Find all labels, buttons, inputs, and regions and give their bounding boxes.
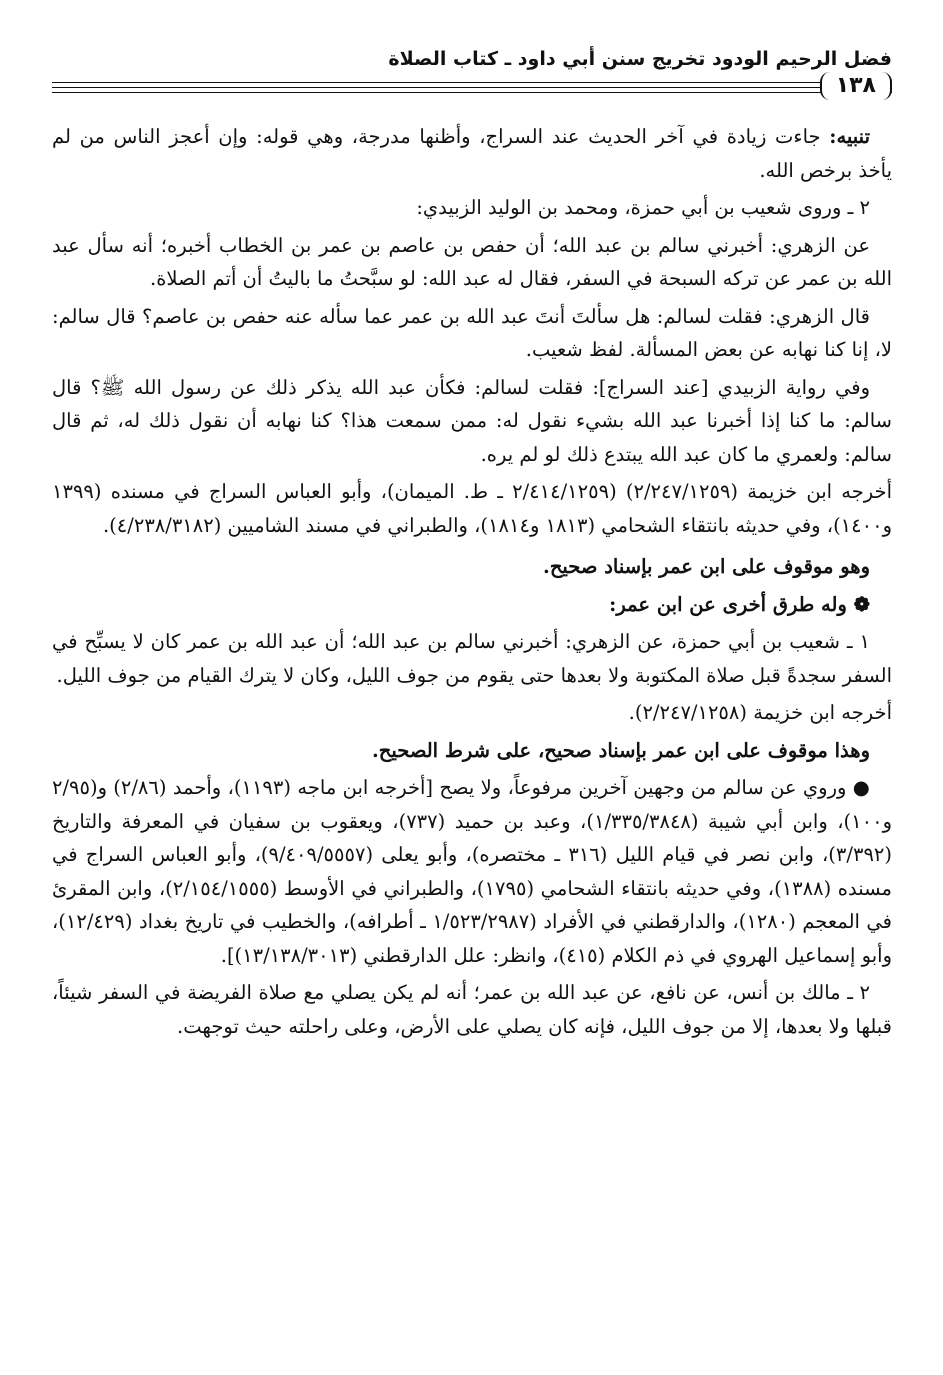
paragraph xyxy=(52,771,892,972)
paragraph-text: أخرجه ابن خزيمة (٢/٢٤٧/١٢٥٩) (٢/٤١٤/١٢٥٩ ـ ط. الميمان)، وأبو العباس السراج في مسنده (١٣٩٩ و١٤٠٠)، وفي حديثه بانتقاء الشحامي (١٨١٣ و١٨١٤)، والطبراني في مسند الشاميين (٤/٢٣٨/٣١٨٢). xyxy=(52,480,892,537)
running-title: فضل الرحيم الودود تخريج سنن أبي داود ـ كتاب الصلاة xyxy=(388,48,892,70)
paragraph-text: قال الزهري: فقلت لسالم: هل سألتَ أنتَ عبد الله بن عمر عما سأله عنه حفص بن عاصم؟ قال سالم: لا، إنا كنا نهابه عن بعض المسألة. لفظ شعيب. xyxy=(52,304,892,361)
paragraph-lead: وهذا موقوف على ابن عمر بإسناد صحيح، على شرط الصحيح. xyxy=(371,738,870,762)
page-number: ١٣٨ xyxy=(820,72,892,100)
running-header xyxy=(52,40,892,76)
paragraph-text: ٢ ـ مالك بن أنس، عن نافع، عن عبد الله بن عمر؛ أنه لم يكن يصلي مع صلاة الفريضة في السفر شيئاً، قبلها ولا بعدها، إلا من جوف الليل، فإنه كان يصلي على الأرض، وعلى راحلته حيث توجهت. xyxy=(52,981,892,1038)
header-rules xyxy=(52,73,892,104)
paragraph xyxy=(52,976,892,1043)
book-page xyxy=(52,40,892,1047)
paragraph xyxy=(52,625,892,692)
paragraph-lead: ❁ وله طرق أخرى عن ابن عمر: xyxy=(609,592,870,616)
paragraph-takhrij xyxy=(52,696,892,730)
paragraph-lead: تنبيه: xyxy=(829,125,870,148)
paragraph-note xyxy=(52,120,892,187)
paragraph-verdict xyxy=(52,550,892,584)
header-rule xyxy=(52,92,892,93)
paragraph-heading xyxy=(52,588,892,622)
paragraph-lead: وهو موقوف على ابن عمر بإسناد صحيح. xyxy=(543,555,870,578)
paragraph-text: ● وروي عن سالم من وجهين آخرين مرفوعاً، ولا يصح [أخرجه ابن ماجه (١١٩٣)، وأحمد (٢/٨٦) و(٢/٩٥ و١٠٠)، وابن أبي شيبة (١/٣٣٥/٣٨٤٨)، وعبد بن حميد (٧٣٧)، ويعقوب بن سفيان في المعرفة والتاريخ (٣/٣٩٢)، وابن نصر في قيام الليل (٣١٦ ـ مختصره)، وأبو يعلى (٩/٤٠٩/٥٥٥٧)، وأبو العباس السراج في مسنده (١٣٨٨)، وفي حديثه بانتقاء الشحامي (١٧٩٥)، والطبراني في الأوسط (٢/١٥٤/١٥٥٥)، وابن المقرئ في المعجم (١٢٨٠)، والدارقطني في الأفراد (١/٥٢٣/٢٩٨٧ ـ أطرافه)، والخطيب في تاريخ بغداد (١٢/٤٢٩)، وأبو إسماعيل الهروي في ذم الكلام (٤١٥)، وانظر: علل الدارقطني (١٣/١٣٨/٣٠١٣)]. xyxy=(52,776,892,967)
paragraph xyxy=(52,229,892,296)
paragraph xyxy=(52,191,892,225)
header-rule xyxy=(52,82,892,83)
paragraph-text: أخرجه ابن خزيمة (٢/٢٤٧/١٢٥٨). xyxy=(628,701,892,724)
header-rule xyxy=(52,87,892,88)
paragraph-text: وفي رواية الزبيدي [عند السراج]: فقلت لسالم: فكأن عبد الله يذكر ذلك عن رسول الله ﷺ؟ قال سالم: ما كنا إذا أخبرنا عبد الله بشيء نقول له: ممن سمعت هذا؟ كنا نهابه أن نقول ذلك له، ثم قال سالم: ولعمري ما كان عبد الله يبتدع ذلك لو لم يره. xyxy=(52,375,892,466)
paragraph-text: عن الزهري: أخبرني سالم بن عبد الله؛ أن حفص بن عاصم بن عمر بن الخطاب أخبره؛ أنه سأل عبد الله بن عمر عن تركه السبحة في السفر، فقال له عبد الله: لو سبَّحتُ ما باليتُ أن أتم الصلاة. xyxy=(52,233,892,290)
paragraph-verdict xyxy=(52,734,892,768)
paragraph-text: ١ ـ شعيب بن أبي حمزة، عن الزهري: أخبرني سالم بن عبد الله؛ أن عبد الله بن عمر كان لا يسبِّح في السفر سجدةً قبل صلاة المكتوبة ولا بعدها حتى يقوم من جوف الليل، وكان لا يترك القيام من جوف الليل. xyxy=(52,630,892,687)
paragraph xyxy=(52,371,892,472)
paragraph-takhrij xyxy=(52,475,892,542)
paragraph xyxy=(52,300,892,367)
page-body xyxy=(52,120,892,1043)
paragraph-text: ٢ ـ وروى شعيب بن أبي حمزة، ومحمد بن الوليد الزبيدي: xyxy=(416,196,870,219)
paragraph-text: جاءت زيادة في آخر الحديث عند السراج، وأظنها مدرجة، وهي قوله: وإن أعجز الناس من لم يأخذ برخص الله. xyxy=(52,125,892,182)
